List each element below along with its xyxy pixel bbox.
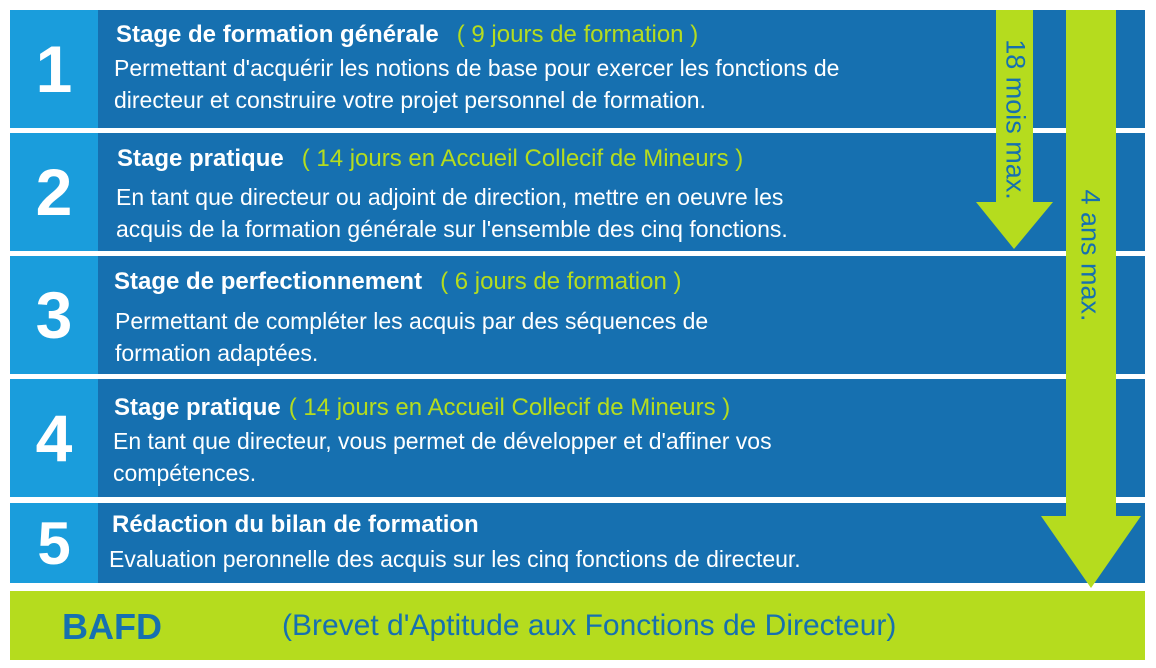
step-number: 2	[10, 133, 98, 251]
step-duration: ( 9 jours de formation )	[456, 21, 699, 48]
step-title: Stage de formation générale	[116, 21, 439, 48]
bafd-subtitle: (Brevet d'Aptitude aux Fonctions de Directeur)	[282, 609, 897, 642]
step-duration: ( 6 jours de formation )	[440, 268, 682, 295]
step-duration: ( 14 jours en Accueil Collecif de Mineurs )	[301, 145, 744, 172]
step-title: Rédaction du bilan de formation	[112, 511, 479, 538]
step-description-line: Permettant d'acquérir les notions de base pour exercer les fonctions de	[114, 55, 840, 81]
step-description-line: En tant que directeur ou adjoint de direction, mettre en oeuvre les	[116, 184, 784, 210]
step-description-line: directeur et construire votre projet personnel de formation.	[114, 87, 706, 113]
step-number: 5	[10, 503, 98, 583]
step-title: Stage de perfectionnement	[114, 268, 423, 295]
step-description-line: acquis de la formation générale sur l'ensemble des cinq fonctions.	[116, 216, 788, 242]
step-description-line: Evaluation peronnelle des acquis sur les cinq fonctions de directeur.	[109, 546, 801, 572]
step-duration: ( 14 jours en Accueil Collecif de Mineurs )	[288, 394, 731, 421]
step-title: Stage pratique	[114, 394, 281, 421]
short-duration-label: 18 mois max.	[1000, 39, 1031, 200]
step-description-line: compétences.	[113, 460, 257, 486]
step-description-line: formation adaptées.	[115, 340, 319, 366]
step-title: Stage pratique	[117, 145, 284, 172]
step-number: 3	[10, 256, 98, 374]
step-description-line: Permettant de compléter les acquis par des séquences de	[115, 308, 709, 334]
step-description-line: En tant que directeur, vous permet de développer et d'affiner vos	[113, 428, 772, 454]
step-number: 4	[10, 379, 98, 497]
step-number: 1	[10, 10, 98, 128]
long-duration-label: 4 ans max.	[1075, 189, 1106, 322]
bafd-title: BAFD	[62, 606, 162, 647]
